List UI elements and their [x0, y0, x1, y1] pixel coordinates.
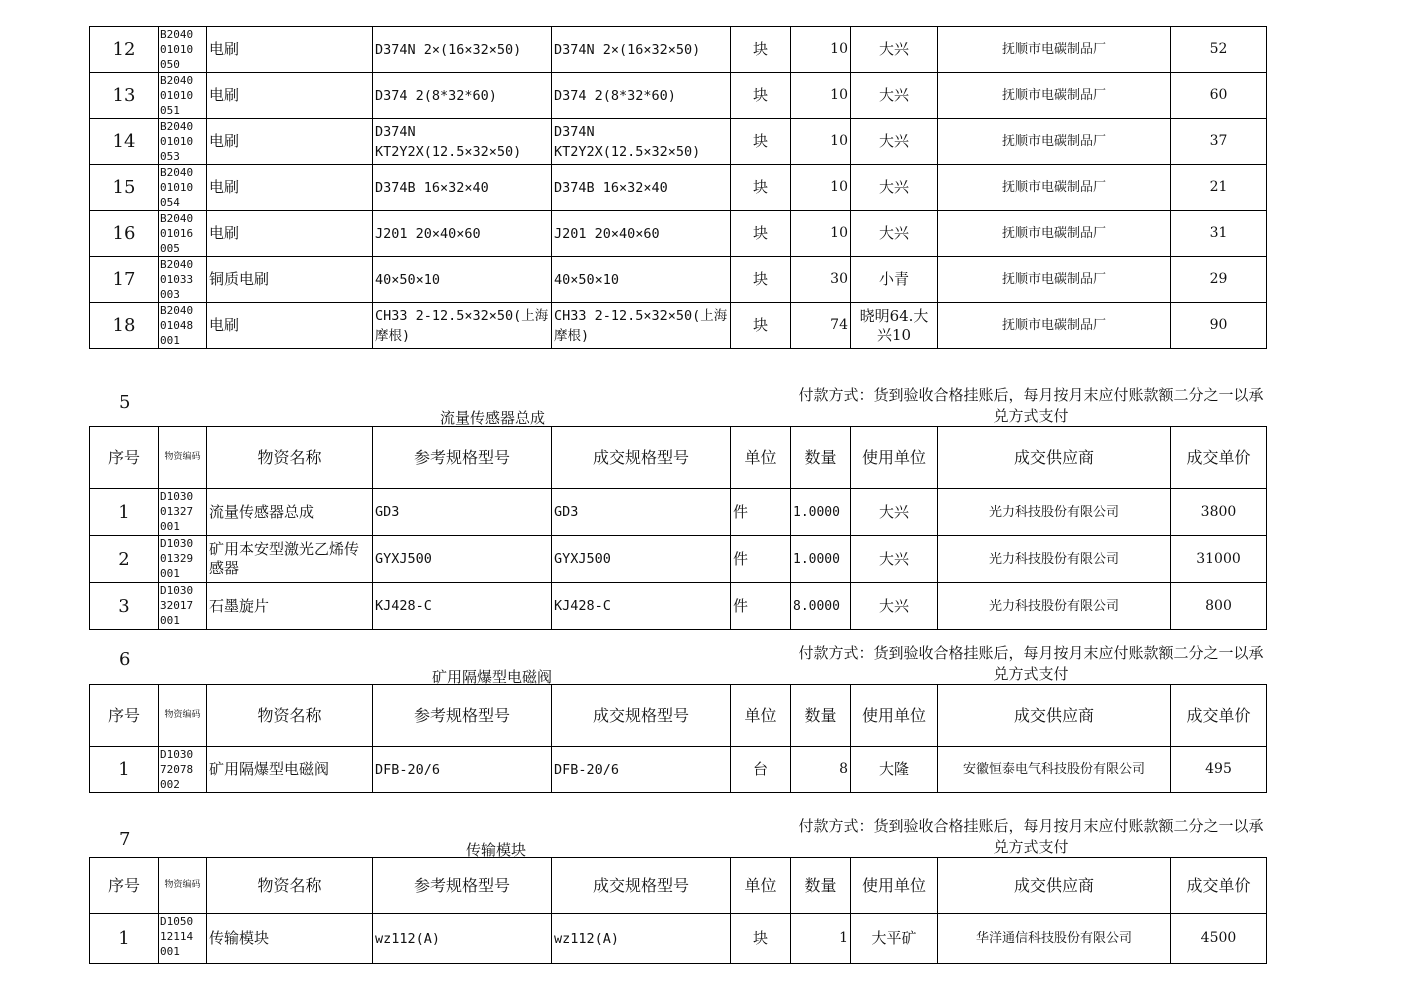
- header-dept: 使用单位: [851, 858, 938, 914]
- row-code: [159, 211, 207, 257]
- row-code-part: 001: [160, 567, 180, 580]
- row-seq: 1: [90, 489, 159, 536]
- row-ref-spec: D374 2(8*32*60): [373, 73, 552, 119]
- header-ref-spec: 参考规格型号: [373, 858, 552, 914]
- row-unit: 块: [731, 914, 791, 964]
- row-code-part: B2040: [160, 304, 194, 317]
- header-name: 物资名称: [207, 858, 373, 914]
- row-code-part: B2040: [160, 28, 194, 41]
- row-ref-spec: J201 20×40×60: [373, 211, 552, 257]
- header-supplier: 成交供应商: [938, 427, 1171, 489]
- row-code-part: 01048: [160, 319, 194, 332]
- row-name: 矿用隔爆型电磁阀: [207, 747, 373, 793]
- row-code: [159, 747, 207, 793]
- row-dept: 大兴: [851, 165, 938, 211]
- table-row: [90, 257, 1267, 303]
- table-header-row: [90, 685, 1267, 747]
- row-seq: 2: [90, 536, 159, 583]
- row-code-part: B2040: [160, 258, 194, 271]
- section-number: 5: [119, 392, 131, 413]
- row-dept: 大平矿: [851, 914, 938, 964]
- row-code-part: 001: [160, 945, 180, 958]
- row-ref-spec: KJ428-C: [373, 583, 552, 630]
- row-deal-spec: J201 20×40×60: [552, 211, 731, 257]
- row-unit: 块: [731, 27, 791, 73]
- row-dept: 大兴: [851, 489, 938, 536]
- row-code: [159, 73, 207, 119]
- row-ref-spec: DFB-20/6: [373, 747, 552, 793]
- row-name: 电刷: [207, 211, 373, 257]
- row-supplier: 抚顺市电碳制品厂: [938, 211, 1171, 257]
- header-dept: 使用单位: [851, 685, 938, 747]
- row-qty: 10: [791, 119, 851, 165]
- table-row: [90, 536, 1267, 583]
- row-price: 37: [1171, 119, 1267, 165]
- row-seq: 16: [90, 211, 159, 257]
- row-qty: 10: [791, 73, 851, 119]
- row-code-part: 001: [160, 614, 180, 627]
- solenoid-valve-table: [89, 684, 1266, 793]
- row-price: 90: [1171, 303, 1267, 349]
- row-supplier: 光力科技股份有限公司: [938, 536, 1171, 583]
- header-ref-spec: 参考规格型号: [373, 685, 552, 747]
- table-header-row: [90, 858, 1267, 914]
- row-code-part: D1050: [160, 915, 194, 928]
- row-name: 电刷: [207, 73, 373, 119]
- row-supplier: 抚顺市电碳制品厂: [938, 257, 1171, 303]
- row-dept: 大兴: [851, 536, 938, 583]
- table-row: [90, 914, 1267, 964]
- row-code-part: 050: [160, 58, 180, 71]
- row-price: 800: [1171, 583, 1267, 630]
- row-code: [159, 27, 207, 73]
- row-name: 电刷: [207, 165, 373, 211]
- header-name: 物资名称: [207, 427, 373, 489]
- header-code: 物资编码: [159, 685, 207, 747]
- header-unit: 单位: [731, 427, 791, 489]
- row-qty: 74: [791, 303, 851, 349]
- row-ref-spec: wz112(A): [373, 914, 552, 964]
- header-price: 成交单价: [1171, 685, 1267, 747]
- row-dept: 大兴: [851, 73, 938, 119]
- row-seq: 1: [90, 747, 159, 793]
- table-row: [90, 747, 1267, 793]
- row-supplier: 华洋通信科技股份有限公司: [938, 914, 1171, 964]
- row-deal-spec: D374B 16×32×40: [552, 165, 731, 211]
- row-supplier: 抚顺市电碳制品厂: [938, 165, 1171, 211]
- row-qty: 30: [791, 257, 851, 303]
- row-code-part: 01010: [160, 181, 194, 194]
- table-row: [90, 119, 1267, 165]
- row-deal-spec: KJ428-C: [552, 583, 731, 630]
- row-code-part: D1030: [160, 490, 194, 503]
- section-number: 7: [119, 829, 131, 850]
- header-price: 成交单价: [1171, 427, 1267, 489]
- row-name: 电刷: [207, 119, 373, 165]
- row-seq: 13: [90, 73, 159, 119]
- section-title: 传输模块: [466, 841, 527, 859]
- row-ref-spec: D374N 2×(16×32×50): [373, 27, 552, 73]
- row-unit: 件: [731, 536, 791, 583]
- table-row: [90, 583, 1267, 630]
- row-qty: 8: [791, 747, 851, 793]
- row-ref-spec: D374N KT2Y2X(12.5×32×50): [373, 119, 552, 165]
- row-dept: 大兴: [851, 211, 938, 257]
- row-supplier: 光力科技股份有限公司: [938, 489, 1171, 536]
- row-qty: 1.0000: [791, 536, 851, 583]
- row-dept: 小青: [851, 257, 938, 303]
- row-code: [159, 489, 207, 536]
- header-code: 物资编码: [159, 427, 207, 489]
- section-number: 6: [119, 649, 131, 670]
- header-qty: 数量: [791, 858, 851, 914]
- payment-terms: 付款方式：货到验收合格挂账后，每月按月末应付账款额二分之一以承兑方式支付: [798, 644, 1264, 683]
- row-deal-spec: wz112(A): [552, 914, 731, 964]
- row-unit: 块: [731, 211, 791, 257]
- row-name: 矿用本安型激光乙烯传感器: [207, 536, 373, 583]
- row-price: 29: [1171, 257, 1267, 303]
- row-code-part: 053: [160, 150, 180, 163]
- row-code: [159, 257, 207, 303]
- row-code-part: 054: [160, 196, 180, 209]
- row-code-part: 001: [160, 520, 180, 533]
- row-code-part: 01010: [160, 89, 194, 102]
- row-code-part: 001: [160, 334, 180, 347]
- row-code-part: D1030: [160, 748, 194, 761]
- row-qty: 10: [791, 27, 851, 73]
- row-code-part: 005: [160, 242, 180, 255]
- header-name: 物资名称: [207, 685, 373, 747]
- flow-sensor-table: [89, 426, 1266, 630]
- header-deal-spec: 成交规格型号: [552, 685, 731, 747]
- row-name: 电刷: [207, 303, 373, 349]
- row-qty: 10: [791, 165, 851, 211]
- table-row: [90, 73, 1267, 119]
- row-code-part: 01327: [160, 505, 194, 518]
- row-unit: 件: [731, 489, 791, 536]
- row-code: [159, 536, 207, 583]
- header-deal-spec: 成交规格型号: [552, 858, 731, 914]
- row-supplier: 抚顺市电碳制品厂: [938, 119, 1171, 165]
- header-qty: 数量: [791, 427, 851, 489]
- row-code-part: 01010: [160, 43, 194, 56]
- row-price: 52: [1171, 27, 1267, 73]
- row-code: [159, 303, 207, 349]
- payment-terms: 付款方式：货到验收合格挂账后，每月按月末应付账款额二分之一以承兑方式支付: [798, 386, 1264, 425]
- row-unit: 块: [731, 257, 791, 303]
- row-code-part: 003: [160, 288, 180, 301]
- row-seq: 3: [90, 583, 159, 630]
- row-code-part: 01010: [160, 135, 194, 148]
- header-price: 成交单价: [1171, 858, 1267, 914]
- row-unit: 台: [731, 747, 791, 793]
- row-name: 石墨旋片: [207, 583, 373, 630]
- table-header-row: [90, 427, 1267, 489]
- row-ref-spec: CH33 2-12.5×32×50(上海摩根): [373, 303, 552, 349]
- row-unit: 块: [731, 303, 791, 349]
- row-code-part: D1030: [160, 537, 194, 550]
- row-name: 流量传感器总成: [207, 489, 373, 536]
- row-code: [159, 583, 207, 630]
- row-deal-spec: D374 2(8*32*60): [552, 73, 731, 119]
- row-code-part: B2040: [160, 166, 194, 179]
- row-code-part: B2040: [160, 212, 194, 225]
- table-row: [90, 489, 1267, 536]
- row-code-part: 01016: [160, 227, 194, 240]
- row-deal-spec: GD3: [552, 489, 731, 536]
- header-deal-spec: 成交规格型号: [552, 427, 731, 489]
- row-ref-spec: GYXJ500: [373, 536, 552, 583]
- row-supplier: 抚顺市电碳制品厂: [938, 27, 1171, 73]
- row-price: 60: [1171, 73, 1267, 119]
- row-dept: 大兴: [851, 27, 938, 73]
- row-name: 传输模块: [207, 914, 373, 964]
- row-ref-spec: D374B 16×32×40: [373, 165, 552, 211]
- row-code: [159, 914, 207, 964]
- section-title: 流量传感器总成: [440, 409, 546, 427]
- row-supplier: 抚顺市电碳制品厂: [938, 73, 1171, 119]
- table-row: [90, 165, 1267, 211]
- table-row: [90, 303, 1267, 349]
- section-title: 矿用隔爆型电磁阀: [432, 668, 553, 686]
- row-code-part: 01329: [160, 552, 194, 565]
- row-seq: 14: [90, 119, 159, 165]
- header-supplier: 成交供应商: [938, 685, 1171, 747]
- row-supplier: 抚顺市电碳制品厂: [938, 303, 1171, 349]
- row-seq: 15: [90, 165, 159, 211]
- row-qty: 8.0000: [791, 583, 851, 630]
- row-supplier: 光力科技股份有限公司: [938, 583, 1171, 630]
- row-code: [159, 165, 207, 211]
- row-name: 电刷: [207, 27, 373, 73]
- row-seq: 18: [90, 303, 159, 349]
- row-price: 31: [1171, 211, 1267, 257]
- row-unit: 块: [731, 165, 791, 211]
- row-unit: 块: [731, 73, 791, 119]
- row-price: 4500: [1171, 914, 1267, 964]
- row-seq: 1: [90, 914, 159, 964]
- header-ref-spec: 参考规格型号: [373, 427, 552, 489]
- header-code: 物资编码: [159, 858, 207, 914]
- row-unit: 块: [731, 119, 791, 165]
- row-supplier: 安徽恒泰电气科技股份有限公司: [938, 747, 1171, 793]
- row-price: 31000: [1171, 536, 1267, 583]
- row-deal-spec: DFB-20/6: [552, 747, 731, 793]
- row-deal-spec: 40×50×10: [552, 257, 731, 303]
- header-seq: 序号: [90, 427, 159, 489]
- header-unit: 单位: [731, 685, 791, 747]
- row-price: 495: [1171, 747, 1267, 793]
- row-qty: 1.0000: [791, 489, 851, 536]
- header-seq: 序号: [90, 685, 159, 747]
- header-supplier: 成交供应商: [938, 858, 1171, 914]
- row-deal-spec: CH33 2-12.5×32×50(上海摩根): [552, 303, 731, 349]
- row-price: 21: [1171, 165, 1267, 211]
- row-seq: 17: [90, 257, 159, 303]
- header-unit: 单位: [731, 858, 791, 914]
- row-qty: 1: [791, 914, 851, 964]
- row-deal-spec: GYXJ500: [552, 536, 731, 583]
- row-code-part: 12114: [160, 930, 194, 943]
- row-code-part: D1030: [160, 584, 194, 597]
- header-seq: 序号: [90, 858, 159, 914]
- row-ref-spec: 40×50×10: [373, 257, 552, 303]
- header-dept: 使用单位: [851, 427, 938, 489]
- row-code-part: B2040: [160, 120, 194, 133]
- electric-brush-table-continued: [89, 26, 1266, 349]
- table-row: [90, 27, 1267, 73]
- row-dept: 大兴: [851, 583, 938, 630]
- transmission-module-table: [89, 857, 1266, 964]
- row-dept: 大隆: [851, 747, 938, 793]
- row-price: 3800: [1171, 489, 1267, 536]
- row-deal-spec: D374N KT2Y2X(12.5×32×50): [552, 119, 731, 165]
- row-name: 铜质电刷: [207, 257, 373, 303]
- row-code-part: 01033: [160, 273, 194, 286]
- row-code-part: 32017: [160, 599, 194, 612]
- row-dept: 晓明64.大兴10: [851, 303, 938, 349]
- row-code: [159, 119, 207, 165]
- row-deal-spec: D374N 2×(16×32×50): [552, 27, 731, 73]
- row-seq: 12: [90, 27, 159, 73]
- row-code-part: 72078: [160, 763, 194, 776]
- row-code-part: 051: [160, 104, 180, 117]
- row-code-part: B2040: [160, 74, 194, 87]
- header-qty: 数量: [791, 685, 851, 747]
- row-dept: 大兴: [851, 119, 938, 165]
- table-row: [90, 211, 1267, 257]
- row-ref-spec: GD3: [373, 489, 552, 536]
- row-qty: 10: [791, 211, 851, 257]
- payment-terms: 付款方式：货到验收合格挂账后，每月按月末应付账款额二分之一以承兑方式支付: [798, 817, 1264, 856]
- row-code-part: 002: [160, 778, 180, 791]
- row-unit: 件: [731, 583, 791, 630]
